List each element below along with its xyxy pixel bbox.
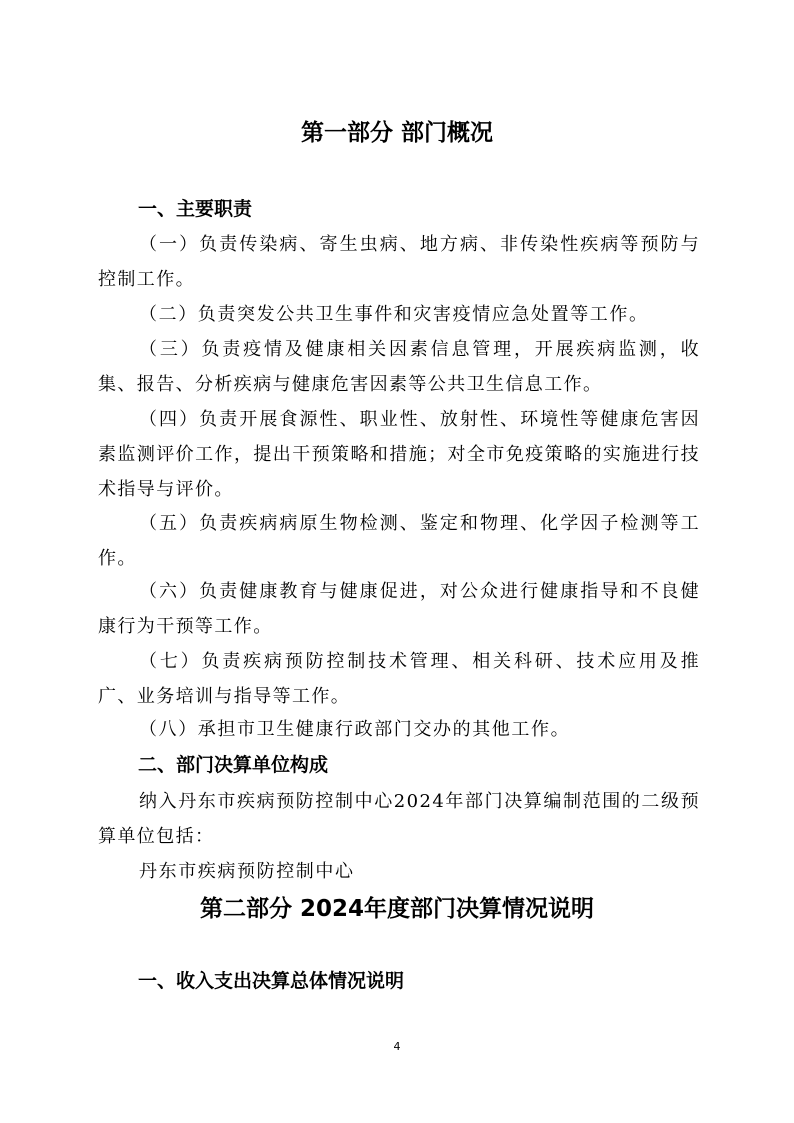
duty-item-7: （七）负责疾病预防控制技术管理、相关科研、技术应用及推广、业务培训与指导等工作。 xyxy=(98,651,700,707)
duty-item-4: （四）负责开展食源性、职业性、放射性、环境性等健康危害因素监测评价工作，提出干预策略和措施；对全市免疫策略的实施进行技术指导与评价。 xyxy=(98,409,700,500)
duty-item-3: （三）负责疫情及健康相关因素信息管理，开展疾病监测，收集、报告、分析疾病与健康危害因素等公共卫生信息工作。 xyxy=(98,339,700,395)
duty-item-5: （五）负责疾病病原生物检测、鉴定和物理、化学因子检测等工作。 xyxy=(98,513,700,569)
duty-item-6: （六）负责健康教育与健康促进，对公众进行健康指导和不良健康行为干预等工作。 xyxy=(98,581,700,637)
section-heading-income-expenditure: 一、收入支出决算总体情况说明 xyxy=(138,970,405,992)
page-number: 4 xyxy=(393,1040,401,1053)
duty-item-2: （二）负责突发公共卫生事件和灾害疫情应急处置等工作。 xyxy=(139,304,649,325)
section-heading-main-duties: 一、主要职责 xyxy=(138,198,253,220)
duty-item-8: （八）承担市卫生健康行政部门交办的其他工作。 xyxy=(139,719,571,740)
unit-name: 丹东市疾病预防控制中心 xyxy=(139,861,355,882)
part-one-title: 第一部分 部门概况 xyxy=(300,120,493,146)
section-heading-unit-composition: 二、部门决算单位构成 xyxy=(138,754,329,776)
unit-composition-text: 纳入丹东市疾病预防控制中心2024年部门决算编制范围的二级预算单位包括： xyxy=(98,791,700,847)
part-two-title: 第二部分 2024年度部门决算情况说明 xyxy=(199,896,595,922)
duty-item-1: （一）负责传染病、寄生虫病、地方病、非传染性疾病等预防与控制工作。 xyxy=(98,234,700,290)
